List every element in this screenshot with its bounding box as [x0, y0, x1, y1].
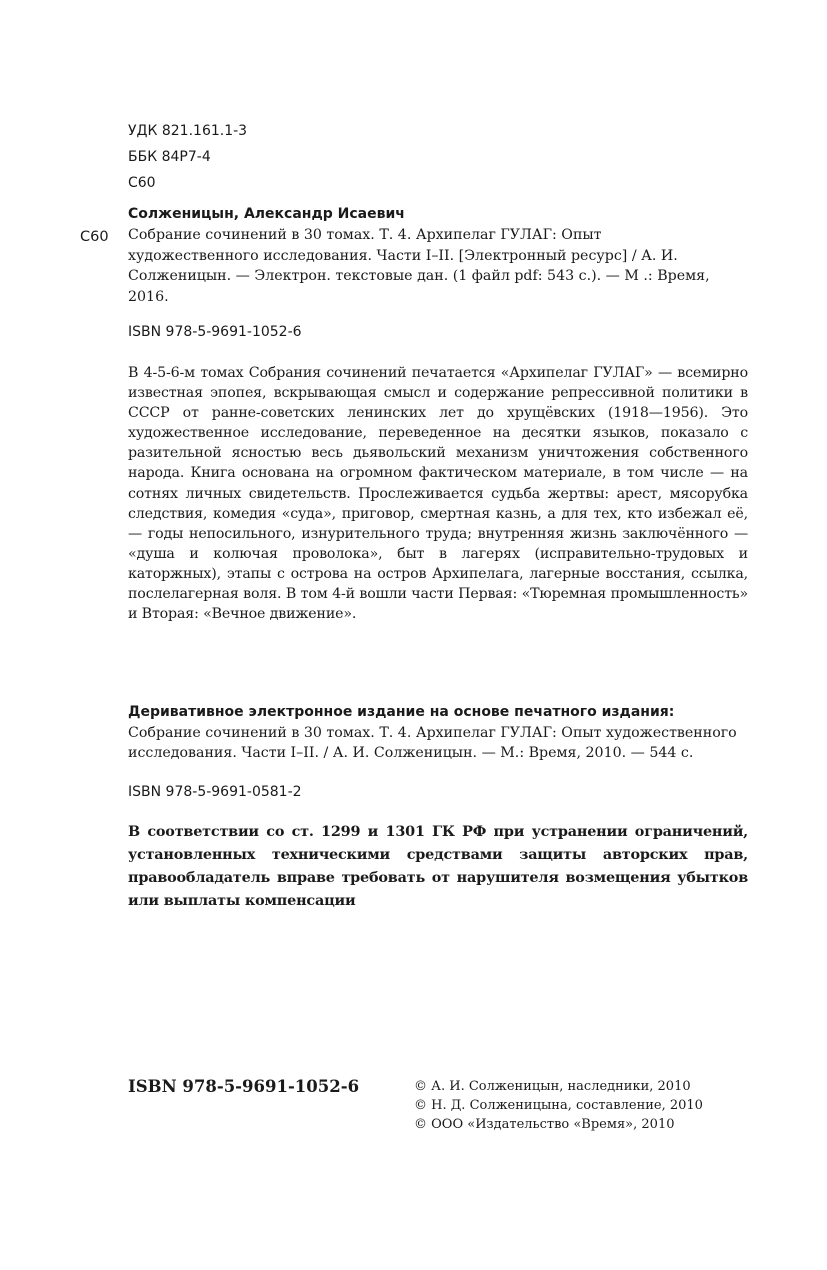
udk-code: УДК 821.161.1-3	[128, 123, 248, 139]
bibliographic-line: художественного исследования. Части I–II. [Электронный ресурс] / А. И.	[128, 247, 678, 264]
annotation: В 4-5-6-м томах Собрания сочинений печатается «Архипелаг ГУЛАГ» — всемирно известная эпопея, вскрывающая смысл и содержание репрессивной политики в СССР от ранне-советских ленинских лет до хрущёвских (1918—1956). Это художественное исследование, переведенное на десятки языков, показало с разительной ясностью весь дьявольский механизм уничтожения собственного народа. Книга основана на огромном фактическом материале, в том числе — на сотнях личных свидетельств. Прослеживается судьба жертвы: арест, мясорубка следствия, комедия «суда», приговор, смертная казнь, а для тех, кто избежал её, — годы непосильного, изнурительного труда; внутренняя жизнь заключённого — «душа и колючая проволока», быт в лагерях (исправительно-трудовых и каторжных), этапы с острова на остров Архипелага, лагерные восстания, ссылка, послелагерная воля. В том 4-й вошли части Первая: «Тюремная промышленность» и Вторая: «Вечное движение».	[128, 365, 748, 623]
cutter-code: С60	[128, 175, 156, 191]
author-name: Солженицын, Александр Исаевич	[128, 206, 405, 222]
bibliographic-line: Солженицын. — Электрон. текстовые дан. (1 файл pdf: 543 с.). — М .: Время,	[128, 268, 710, 284]
footer-isbn: ISBN 978-5-9691-1052-6	[128, 1077, 360, 1096]
cutter-margin: С60	[80, 229, 109, 245]
bibliographic-record	[128, 225, 748, 307]
derivative-text: Собрание сочинений в 30 томах. Т. 4. Архипелаг ГУЛАГ: Опыт художественного исследования. Части I–II. / А. И. Солженицын. — М.: Время, 2010. — 544 с.	[128, 724, 737, 761]
copyright-line: © Н. Д. Солженицына, составление, 2010	[414, 1098, 703, 1113]
record-isbn: ISBN 978-5-9691-1052-6	[128, 324, 302, 340]
copyright-line: © ООО «Издательство «Время», 2010	[414, 1117, 675, 1132]
bibliographic-line: 2016.	[128, 288, 169, 305]
bbk-code: ББК 84Р7-4	[128, 149, 211, 165]
copyright-list	[414, 1077, 703, 1134]
derivative-isbn: ISBN 978-5-9691-0581-2	[128, 784, 302, 800]
legal-notice: В соответствии со ст. 1299 и 1301 ГК РФ при устранении ограничений, установленных техническими средствами защиты авторских прав, правообладатель вправе требовать от нарушителя возмещения убытков или выплаты компенсации	[128, 823, 748, 909]
bibliographic-line: Собрание сочинений в 30 томах. Т. 4. Архипелаг ГУЛАГ: Опыт	[128, 227, 602, 243]
derivative-edition	[128, 702, 748, 764]
derivative-label: Деривативное электронное издание на основе печатного издания:	[128, 704, 675, 720]
copyright-line: © А. И. Солженицын, наследники, 2010	[414, 1079, 691, 1094]
